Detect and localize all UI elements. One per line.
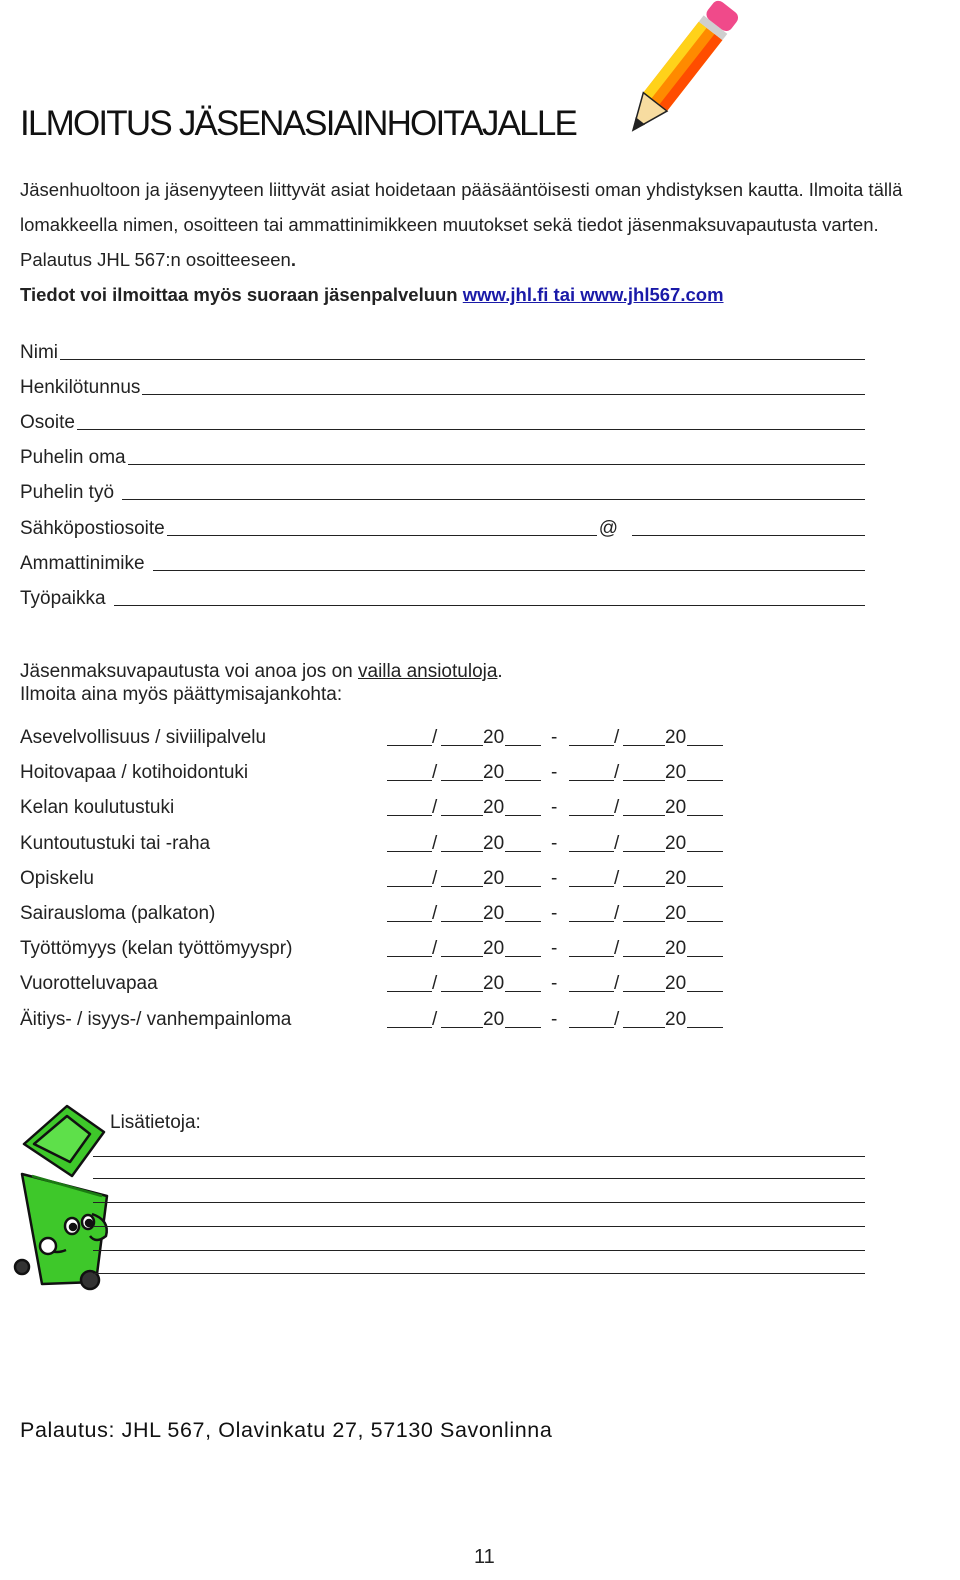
period-row: [20, 724, 740, 750]
year-text: 20: [665, 1008, 687, 1030]
intro-text: [20, 172, 955, 312]
field-ammattinimike[interactable]: [20, 550, 865, 576]
date-blank[interactable]: [387, 745, 432, 746]
period-row: [20, 830, 740, 856]
intro-paragraph: Jäsenhuoltoon ja jäsenyyteen liittyvät asiat hoidetaan pääsääntöisesti oman yhdistyksen kautta. Ilmoita tällä lomakkeella nimen, osoitteen tai ammattinimikkeen muutokset sekä tiedot jäsenmaksuvapautusta varten. Palautus JHL 567:n osoitteeseen: [20, 179, 903, 270]
date-blank[interactable]: [505, 780, 541, 781]
date-blank[interactable]: [623, 780, 665, 781]
period-label: Opiskelu: [20, 867, 94, 889]
date-blank[interactable]: [441, 991, 483, 992]
dash-text: -: [551, 938, 558, 960]
page-number: 11: [474, 1546, 495, 1568]
field-label: Osoite: [20, 412, 75, 433]
write-line[interactable]: [93, 1178, 865, 1179]
slash-text: /: [614, 727, 620, 748]
field-sahkoposti[interactable]: [20, 515, 865, 541]
date-blank[interactable]: [387, 1027, 432, 1028]
date-blank[interactable]: [441, 851, 483, 852]
return-address: Palautus: JHL 567, Olavinkatu 27, 57130 Savonlinna: [20, 1418, 553, 1442]
date-blank[interactable]: [687, 1027, 723, 1028]
field-line[interactable]: [128, 464, 865, 465]
year-text: 20: [483, 938, 505, 960]
period-label: Asevelvollisuus / siviilipalvelu: [20, 727, 267, 748]
dash-text: -: [551, 867, 558, 889]
note-underlined: vailla ansiotuloja: [358, 661, 498, 682]
field-label: Nimi: [20, 342, 58, 363]
slash-text: /: [432, 797, 438, 819]
field-label: Puhelin oma: [20, 447, 126, 468]
date-blank[interactable]: [687, 886, 723, 887]
date-blank[interactable]: [441, 1027, 483, 1028]
write-line[interactable]: [93, 1273, 865, 1274]
period-row: [20, 759, 740, 785]
date-blank[interactable]: [569, 921, 614, 922]
slash-text: /: [432, 832, 438, 854]
field-henkilotunnus[interactable]: [20, 374, 865, 400]
dash-text: -: [551, 1008, 558, 1030]
date-blank[interactable]: [623, 745, 665, 746]
period-row: [20, 970, 740, 996]
date-blank[interactable]: [623, 851, 665, 852]
slash-text: /: [432, 903, 438, 924]
year-text: 20: [483, 797, 505, 819]
date-blank[interactable]: [441, 886, 483, 887]
year-text: 20: [665, 727, 687, 748]
date-blank[interactable]: [623, 991, 665, 992]
date-blank[interactable]: [687, 851, 723, 852]
slash-text: /: [614, 832, 620, 854]
date-blank[interactable]: [441, 815, 483, 816]
date-blank[interactable]: [569, 991, 614, 992]
extra-info-label: Lisätietoja:: [110, 1112, 201, 1133]
period-row: [20, 900, 740, 926]
year-text: 20: [483, 867, 505, 889]
date-blank[interactable]: [623, 1027, 665, 1028]
period-row: [20, 794, 740, 820]
date-blank[interactable]: [441, 956, 483, 957]
note-line2: Ilmoita aina myös päättymisajankohta:: [20, 684, 343, 705]
note-period: .: [497, 661, 503, 682]
date-blank[interactable]: [687, 921, 723, 922]
date-blank[interactable]: [569, 851, 614, 852]
dash-text: -: [551, 903, 558, 924]
link-jhl[interactable]: www.jhl.fi: [462, 284, 549, 305]
link-separator: tai: [548, 284, 581, 305]
slash-text: /: [614, 1008, 620, 1030]
field-line[interactable]: [60, 359, 865, 360]
field-line[interactable]: [122, 499, 865, 500]
period-label: Vuorotteluvapaa: [20, 973, 158, 995]
field-line[interactable]: [153, 570, 865, 571]
write-line[interactable]: [93, 1250, 865, 1251]
slash-text: /: [614, 973, 620, 995]
slash-text: /: [614, 762, 620, 784]
date-blank[interactable]: [441, 780, 483, 781]
link-jhl567[interactable]: www.jhl567.com: [580, 284, 724, 305]
period-row: [20, 1006, 740, 1032]
slash-text: /: [432, 973, 438, 995]
date-blank[interactable]: [387, 780, 432, 781]
date-blank[interactable]: [687, 956, 723, 957]
year-text: 20: [665, 762, 687, 784]
dash-text: -: [551, 762, 558, 784]
date-blank[interactable]: [687, 815, 723, 816]
year-text: 20: [483, 762, 505, 784]
date-blank[interactable]: [623, 921, 665, 922]
period-row: [20, 935, 740, 961]
field-label: Puhelin työ: [20, 482, 115, 503]
date-blank[interactable]: [569, 815, 614, 816]
field-line[interactable]: [142, 394, 865, 395]
date-blank[interactable]: [569, 886, 614, 887]
slash-text: /: [432, 727, 438, 748]
date-blank[interactable]: [387, 956, 432, 957]
slash-text: /: [614, 797, 620, 819]
date-blank[interactable]: [569, 745, 614, 746]
date-blank[interactable]: [505, 886, 541, 887]
period-label: Äitiys- / isyys-/ vanhempainloma: [20, 1008, 292, 1030]
date-blank[interactable]: [569, 780, 614, 781]
date-blank[interactable]: [387, 991, 432, 992]
slash-text: /: [432, 867, 438, 889]
note-text: Jäsenmaksuvapautusta voi anoa jos on: [20, 661, 358, 682]
email-domain-line[interactable]: [632, 535, 865, 536]
write-line[interactable]: [93, 1202, 865, 1203]
date-blank[interactable]: [505, 1027, 541, 1028]
year-text: 20: [483, 1008, 505, 1030]
intro-bold-text: Tiedot voi ilmoittaa myös suoraan jäsenpalveluun: [20, 284, 463, 305]
field-line[interactable]: [77, 429, 865, 430]
exemption-note: [20, 660, 503, 706]
slash-text: /: [432, 938, 438, 960]
period-label: Työttömyys (kelan työttömyyspr): [20, 938, 293, 960]
slash-text: /: [432, 1008, 438, 1030]
intro-period: .: [290, 249, 296, 270]
date-blank[interactable]: [387, 815, 432, 816]
date-blank[interactable]: [505, 991, 541, 992]
slash-text: /: [614, 938, 620, 960]
date-blank[interactable]: [569, 956, 614, 957]
year-text: 20: [483, 727, 505, 748]
date-blank[interactable]: [441, 921, 483, 922]
year-text: 20: [483, 973, 505, 995]
field-nimi[interactable]: [20, 339, 865, 365]
dash-text: -: [551, 797, 558, 819]
slash-text: /: [614, 867, 620, 889]
slash-text: /: [432, 762, 438, 784]
date-blank[interactable]: [505, 745, 541, 746]
date-blank[interactable]: [687, 780, 723, 781]
period-label: Kuntoutustuki tai -raha: [20, 832, 211, 854]
field-line[interactable]: [114, 605, 865, 606]
date-blank[interactable]: [505, 815, 541, 816]
field-label: Työpaikka: [20, 588, 106, 609]
date-blank[interactable]: [623, 886, 665, 887]
write-line[interactable]: [93, 1156, 865, 1157]
date-blank[interactable]: [569, 1027, 614, 1028]
year-text: 20: [665, 867, 687, 889]
field-tyopaikka[interactable]: [20, 585, 865, 611]
date-blank[interactable]: [505, 921, 541, 922]
field-puhelin-oma[interactable]: [20, 444, 865, 470]
page-title: ILMOITUS JÄSENASIAINHOITAJALLE: [20, 104, 577, 143]
field-label: Sähköpostiosoite: [20, 518, 165, 539]
date-blank[interactable]: [623, 815, 665, 816]
date-blank[interactable]: [387, 851, 432, 852]
field-osoite[interactable]: [20, 409, 865, 435]
date-blank[interactable]: [387, 886, 432, 887]
pencil-icon: [598, 4, 748, 154]
year-text: 20: [665, 832, 687, 854]
year-text: 20: [665, 973, 687, 995]
dash-text: -: [551, 973, 558, 995]
date-blank[interactable]: [687, 991, 723, 992]
at-sign: @: [598, 518, 619, 539]
date-blank[interactable]: [387, 921, 432, 922]
field-puhelin-tyo[interactable]: [20, 479, 865, 505]
period-label: Kelan koulutustuki: [20, 797, 175, 819]
year-text: 20: [665, 797, 687, 819]
date-blank[interactable]: [505, 851, 541, 852]
year-text: 20: [665, 938, 687, 960]
year-text: 20: [665, 903, 687, 924]
date-blank[interactable]: [441, 745, 483, 746]
date-blank[interactable]: [623, 956, 665, 957]
slash-text: /: [614, 903, 620, 924]
period-row: [20, 865, 740, 891]
year-text: 20: [483, 832, 505, 854]
dash-text: -: [551, 832, 558, 854]
field-label: Ammattinimike: [20, 553, 145, 574]
field-label: Henkilötunnus: [20, 377, 141, 398]
dash-text: -: [551, 727, 558, 748]
email-user-line[interactable]: [167, 535, 597, 536]
date-blank[interactable]: [505, 956, 541, 957]
write-line[interactable]: [93, 1226, 865, 1227]
period-label: Hoitovapaa / kotihoidontuki: [20, 762, 249, 784]
date-blank[interactable]: [687, 745, 723, 746]
year-text: 20: [483, 903, 505, 924]
period-label: Sairausloma (palkaton): [20, 903, 216, 924]
